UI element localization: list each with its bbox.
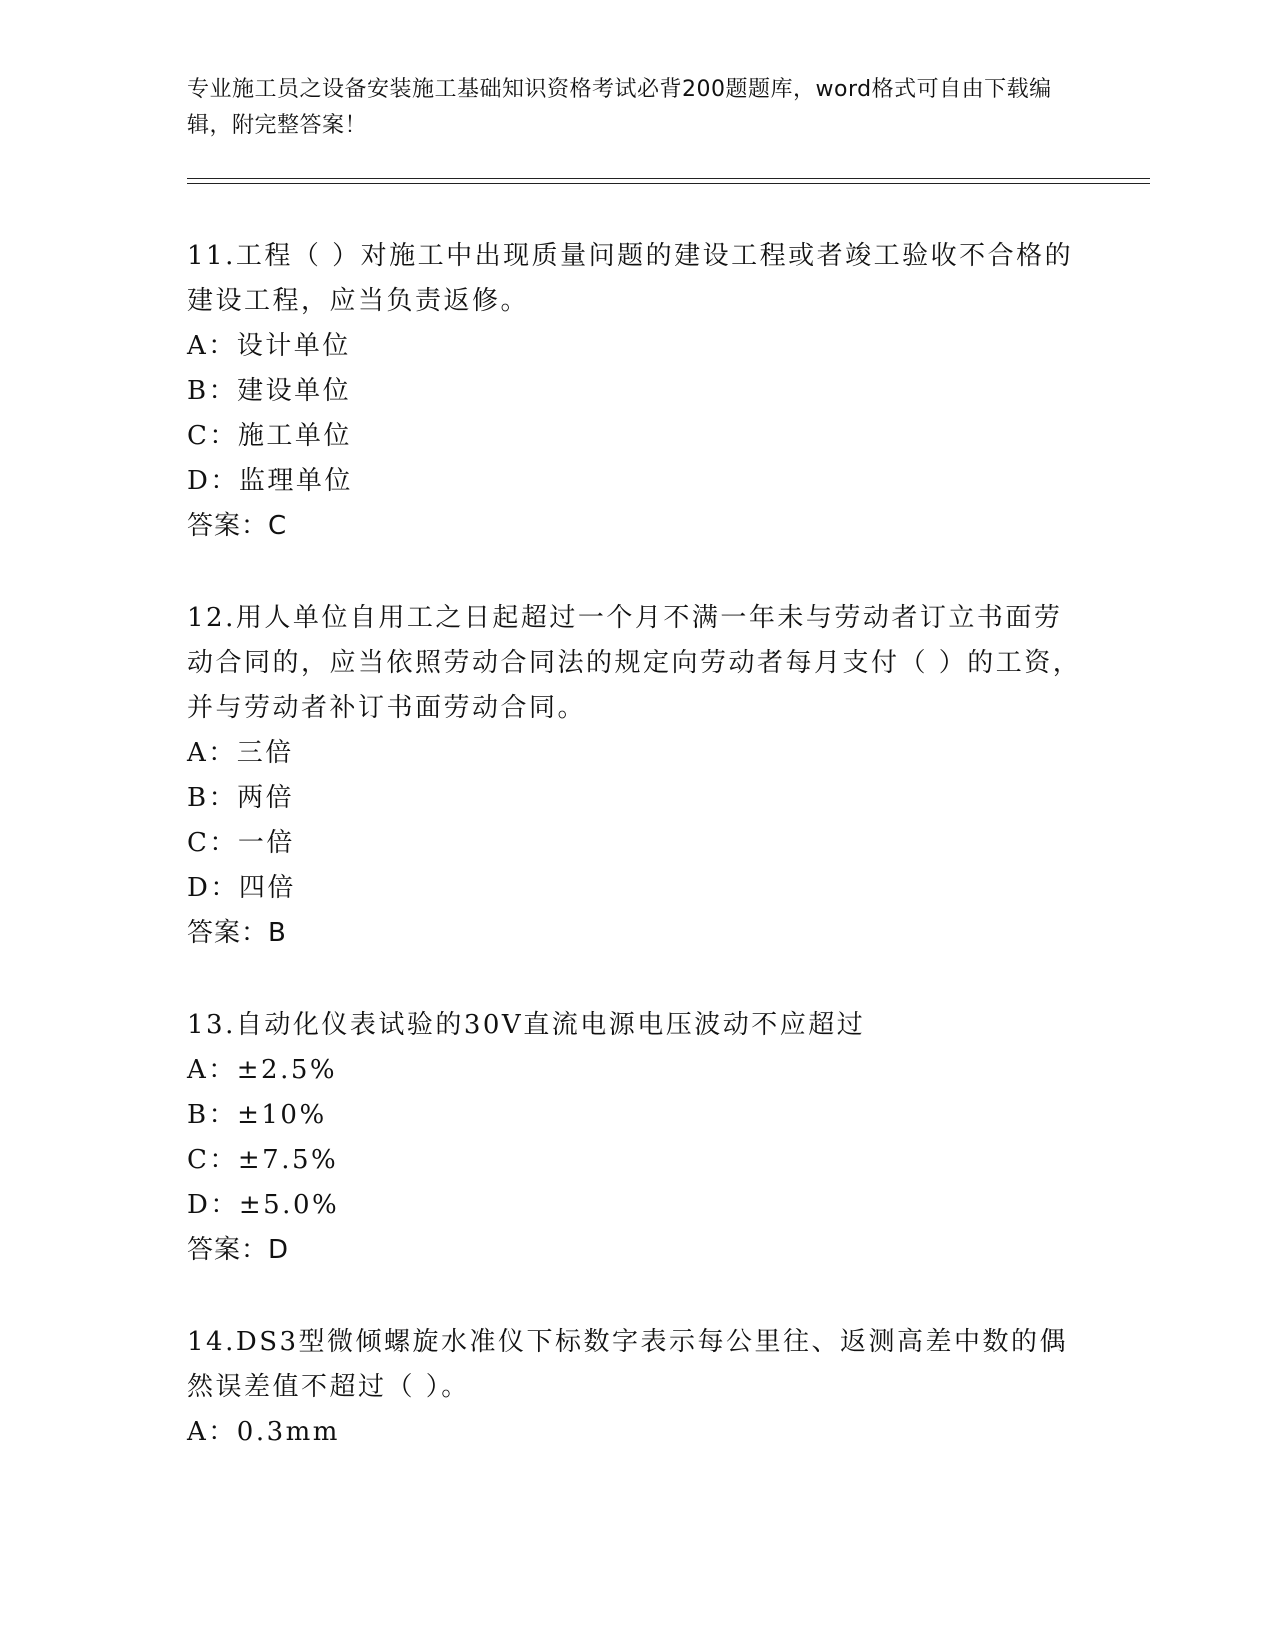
question-stem: 12.用人单位自用工之日起超过一个月不满一年未与劳动者订立书面劳动合同的，应当依照劳动合同法的规定向劳动者每月支付（ ）的工资，并与劳动者补订书面劳动合同。 — [187, 603, 1082, 723]
document-header — [187, 72, 1087, 144]
header-divider-top — [187, 178, 1150, 179]
option-a: A：三倍 — [187, 738, 294, 768]
option-c: C：一倍 — [187, 828, 295, 858]
answer: 答案：C — [187, 511, 288, 541]
question-14 — [187, 1320, 1087, 1455]
option-d: D：四倍 — [187, 873, 296, 903]
question-stem: 14.DS3型微倾螺旋水准仪下标数字表示每公里往、返测高差中数的偶然误差值不超过（ ）。 — [187, 1327, 1069, 1402]
option-d: D：监理单位 — [187, 466, 353, 496]
option-c: C：施工单位 — [187, 421, 352, 451]
question-12 — [187, 596, 1087, 956]
option-a: A：±2.5% — [187, 1055, 338, 1085]
answer: 答案：B — [187, 918, 287, 948]
answer: 答案：D — [187, 1235, 290, 1265]
header-title: 专业施工员之设备安装施工基础知识资格考试必背200题题库，word格式可自由下载编辑，附完整答案！ — [187, 77, 1052, 138]
question-11 — [187, 234, 1087, 549]
option-d: D：±5.0% — [187, 1190, 340, 1220]
option-b: B：两倍 — [187, 783, 295, 813]
question-stem: 13.自动化仪表试验的30V直流电源电压波动不应超过 — [187, 1010, 866, 1040]
option-c: C：±7.5% — [187, 1145, 339, 1175]
question-13 — [187, 1003, 1087, 1273]
option-a: A：0.3mm — [187, 1417, 340, 1447]
option-b: B：±10% — [187, 1100, 327, 1130]
option-b: B：建设单位 — [187, 376, 352, 406]
header-divider-bottom — [187, 183, 1150, 184]
option-a: A：设计单位 — [187, 331, 351, 361]
question-stem: 11.工程（ ）对施工中出现质量问题的建设工程或者竣工验收不合格的建设工程，应当负责返修。 — [187, 241, 1074, 316]
